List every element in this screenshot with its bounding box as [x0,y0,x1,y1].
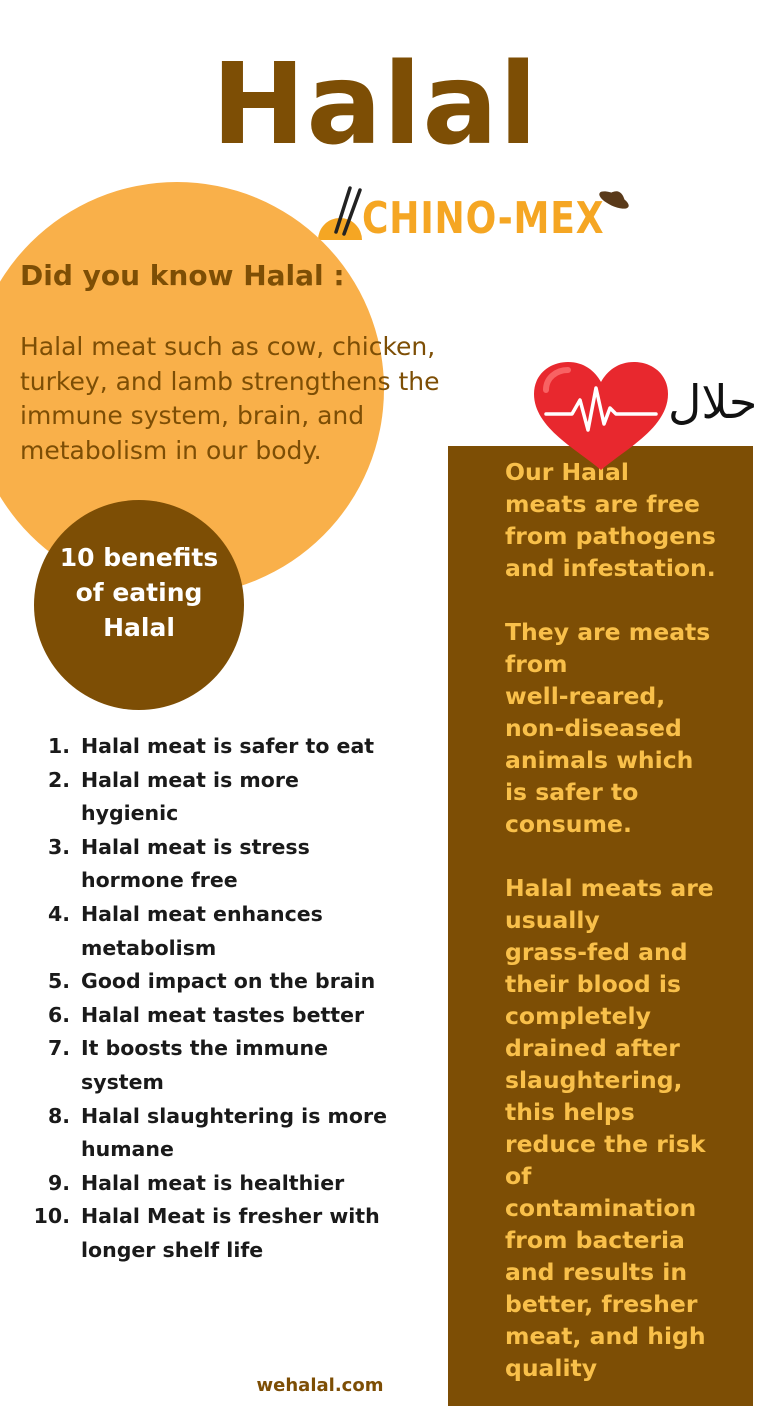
benefits-badge-label: 10 benefits of eating Halal [59,542,219,642]
benefits-list [32,730,402,1268]
list-item: 7. It boosts the immune system [47,1036,329,1094]
page-title: Halal [211,40,539,170]
website-link[interactable]: wehalal.com [256,1375,384,1396]
did-you-know-body: Halal meat such as cow, chicken, turkey, and lamb strengthens the immune system, brain, and metabolism in our body. [20,332,440,465]
benefits-badge [34,500,244,710]
heart-heartbeat-icon [528,358,674,474]
list-item: 4. Halal meat enhances metabolism [47,901,323,960]
list-item: 2. Halal meat is more hygienic [47,767,299,826]
list-item: 9. Halal meat is healthier [47,1170,345,1195]
chopsticks-bowl-icon [318,188,362,240]
list-item: 6. Halal meat tastes better [47,1002,365,1027]
logo-text: CHINO-MEX [362,193,605,244]
info-panel-text: Our Halal meats are free from pathogens and infestation. They are meats from well-reared, non-diseased animals which is safer to consume. Halal meats are usually grass-fed and their blood is completely drained after slaughtering, this helps reduce the risk of contamination from bacteria and results in better, fresher meat, and high quality [505,458,716,1382]
list-item: 8. Halal slaughtering is more humane [47,1103,388,1162]
list-item: 1. Halal meat is safer to eat [47,734,375,758]
did-you-know-heading: Did you know Halal : [20,259,345,292]
list-item: 10. Halal Meat is fresher with longer shelf life [33,1204,380,1262]
list-item: 3. Halal meat is stress hormone free [47,834,310,893]
arabic-halal-text: حلال [668,375,758,429]
list-item: 5. Good impact on the brain [47,969,376,994]
